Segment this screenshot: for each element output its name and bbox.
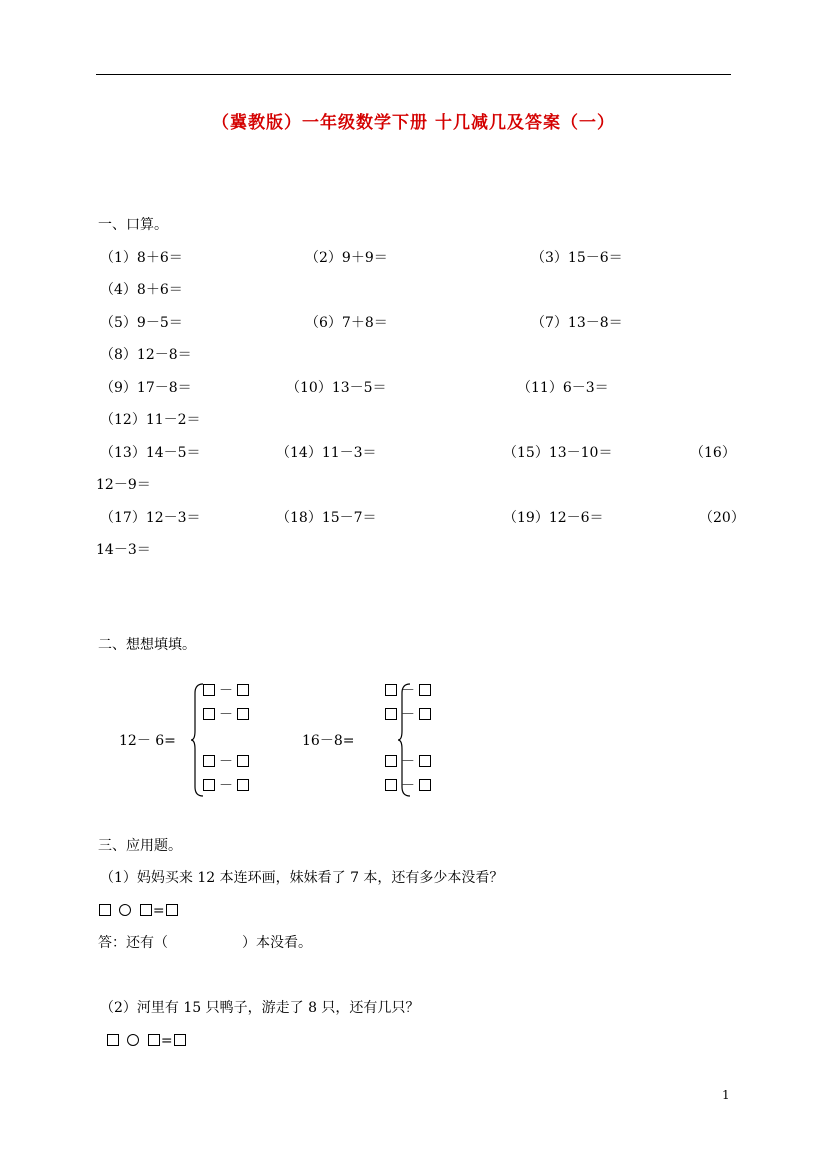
problem-13: （13）14－5＝ — [100, 445, 201, 461]
blank-box[interactable] — [385, 779, 397, 791]
problem-8: （8）12－8＝ — [100, 347, 192, 363]
problem-5: （5）9－5＝ — [100, 315, 183, 331]
right-row-1: － — [384, 682, 432, 700]
header-rule — [96, 74, 731, 75]
problem-7: （7）13－8＝ — [531, 315, 623, 331]
problem-20-label: （20） — [699, 510, 745, 526]
q1-question: （1）妈妈买来 12 本连环画，妹妹看了 7 本，还有多少本没看？ — [100, 870, 504, 886]
left-expression: 12－ 6= — [119, 733, 176, 749]
blank-box[interactable] — [237, 708, 249, 720]
problem-19: （19）12－6＝ — [503, 510, 604, 526]
left-row-4: － — [202, 777, 250, 795]
blank-box[interactable] — [148, 1034, 160, 1046]
page-title: （冀教版）一年级数学下册 十几减几及答案（一） — [212, 113, 615, 133]
blank-box[interactable] — [385, 684, 397, 696]
left-row-2: － — [202, 706, 250, 724]
blank-box[interactable] — [419, 684, 431, 696]
right-row-4: － — [384, 777, 432, 795]
q2-question: （2）河里有 15 只鸭子，游走了 8 只，还有几只？ — [100, 1000, 420, 1016]
problem-10: （10）13－5＝ — [286, 380, 387, 396]
blank-box[interactable] — [107, 1034, 119, 1046]
blank-box[interactable] — [419, 779, 431, 791]
q1-answer-suffix: ）本没看。 — [242, 935, 312, 951]
problem-1: （1）8＋6＝ — [100, 250, 183, 266]
blank-box[interactable] — [237, 684, 249, 696]
q1-equation: = — [98, 902, 179, 920]
blank-box[interactable] — [385, 708, 397, 720]
problem-16-label: （16） — [690, 445, 736, 461]
problem-14: （14）11－3＝ — [276, 445, 377, 461]
section3-heading: 三、应用题。 — [98, 838, 182, 854]
blank-box[interactable] — [203, 708, 215, 720]
right-row-2: － — [384, 706, 432, 724]
left-row-1: － — [202, 682, 250, 700]
section2-heading: 二、想想填填。 — [98, 637, 196, 653]
blank-box[interactable] — [237, 779, 249, 791]
problem-9: （9）17－8＝ — [100, 380, 192, 396]
blank-box[interactable] — [166, 904, 178, 916]
left-row-3: － — [202, 753, 250, 771]
blank-box[interactable] — [419, 755, 431, 767]
right-expression: 16－8= — [302, 733, 355, 749]
right-row-3: － — [384, 753, 432, 771]
problem-18: （18）15－7＝ — [276, 510, 377, 526]
q2-equation: = — [106, 1032, 187, 1050]
blank-box[interactable] — [203, 684, 215, 696]
blank-box[interactable] — [419, 708, 431, 720]
operator-circle[interactable] — [119, 904, 131, 916]
q1-answer — [98, 934, 312, 952]
problem-4: （4）8＋6＝ — [100, 282, 183, 298]
problem-12: （12）11－2＝ — [100, 412, 201, 428]
problem-16-expr: 12－9＝ — [96, 477, 151, 493]
blank-box[interactable] — [99, 904, 111, 916]
page-number: 1 — [722, 1088, 730, 1102]
problem-2: （2）9＋9＝ — [305, 250, 388, 266]
problem-20-expr: 14－3＝ — [96, 542, 151, 558]
operator-circle[interactable] — [127, 1034, 139, 1046]
problem-6: （6）7＋8＝ — [305, 315, 388, 331]
blank-box[interactable] — [237, 755, 249, 767]
section1-heading: 一、口算。 — [98, 217, 168, 233]
blank-box[interactable] — [174, 1034, 186, 1046]
blank-box[interactable] — [140, 904, 152, 916]
q1-answer-prefix: 答：还有（ — [98, 935, 168, 951]
problem-15: （15）13－10＝ — [503, 445, 613, 461]
problem-11: （11）6－3＝ — [517, 380, 609, 396]
problem-3: （3）15－6＝ — [531, 250, 623, 266]
blank-box[interactable] — [385, 755, 397, 767]
blank-box[interactable] — [203, 755, 215, 767]
blank-box[interactable] — [203, 779, 215, 791]
problem-17: （17）12－3＝ — [100, 510, 201, 526]
